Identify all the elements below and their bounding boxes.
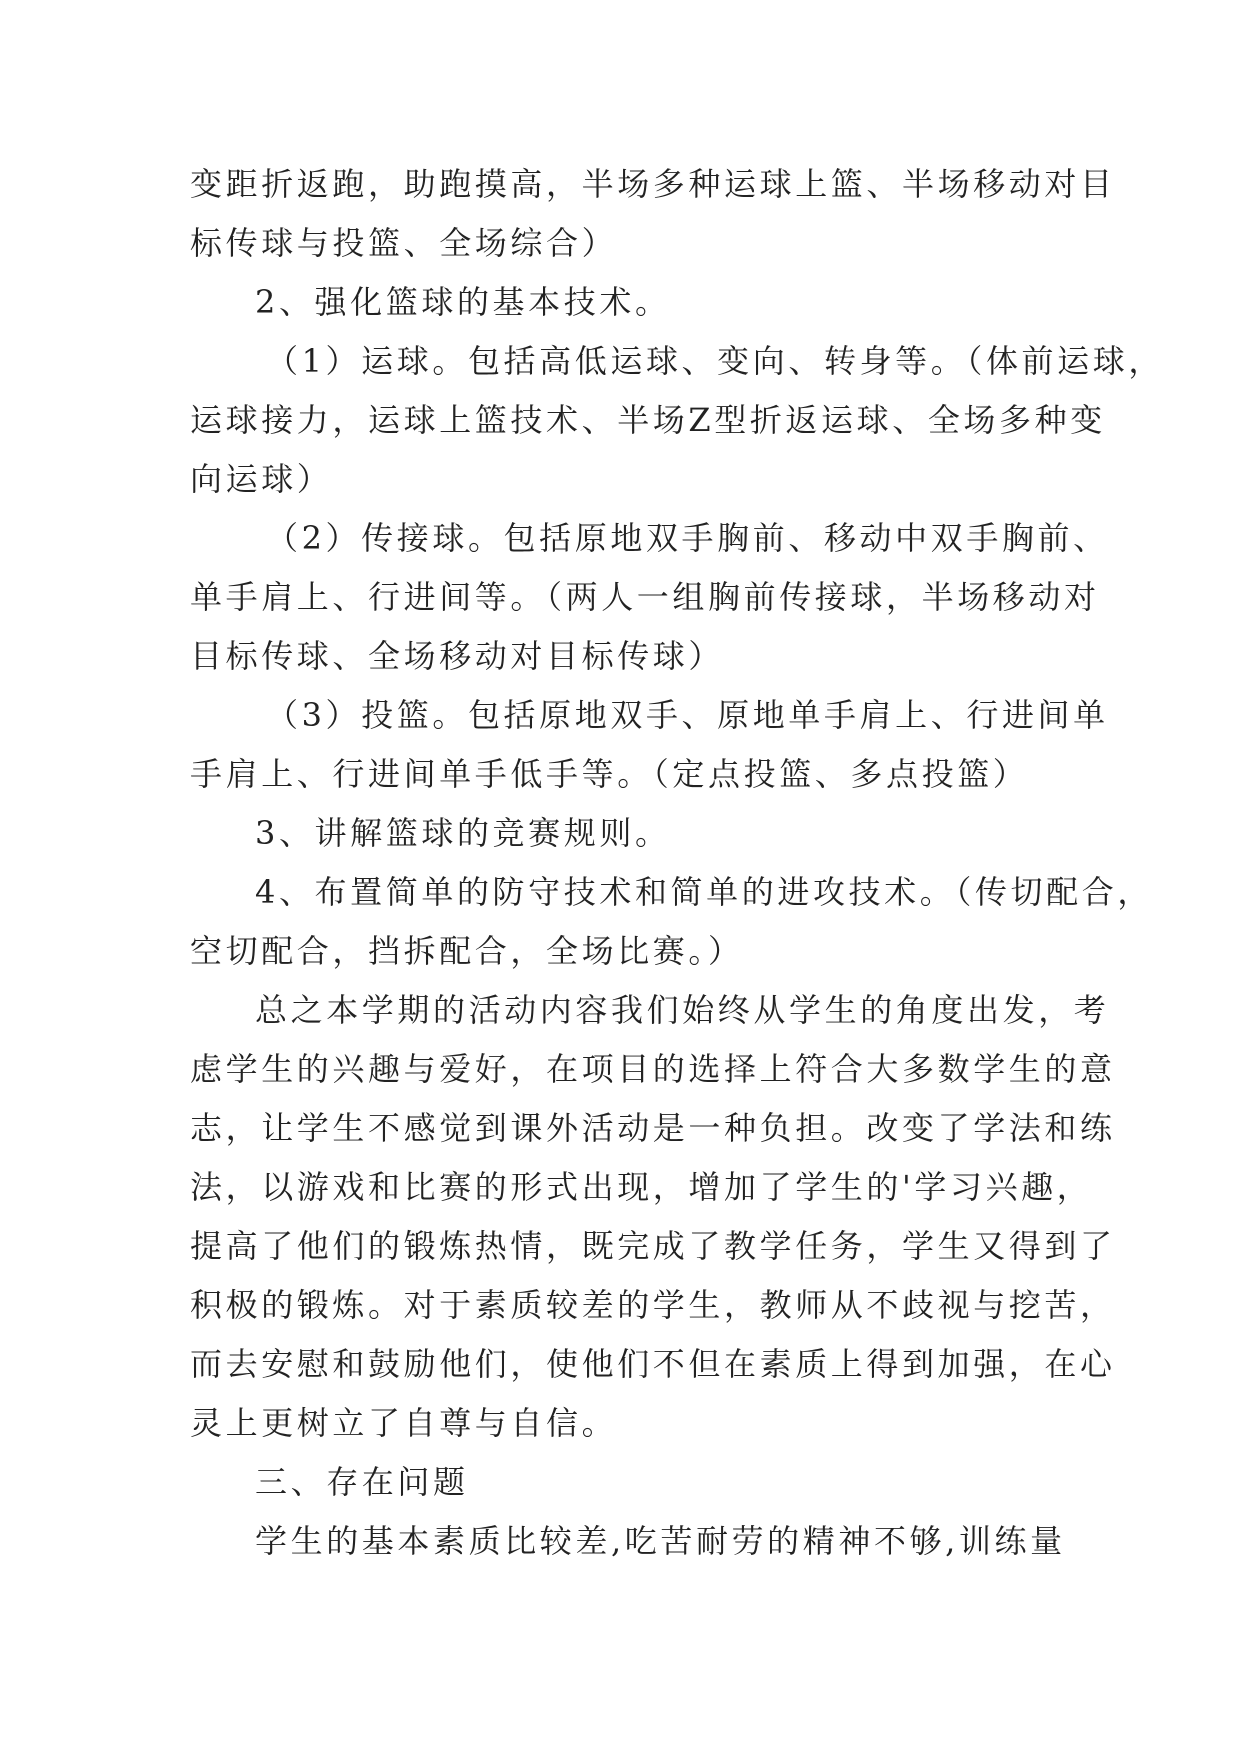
text-line: 虑学生的兴趣与爱好，在项目的选择上符合大多数学生的意	[190, 1050, 1116, 1088]
text-line: 变距折返跑，助跑摸高，半场多种运球上篮、半场移动对目	[190, 165, 1116, 203]
text-line: 志，让学生不感觉到课外活动是一种负担。改变了学法和练	[190, 1109, 1116, 1147]
text-line: 单手肩上、行进间等。（两人一组胸前传接球，半场移动对	[190, 578, 1100, 616]
text-line: （3）投篮。包括原地双手、原地单手肩上、行进间单	[266, 696, 1109, 734]
text-line: 3、讲解篮球的竞赛规则。	[255, 814, 671, 852]
text-line: 标传球与投篮、全场综合）	[190, 224, 618, 262]
text-line: 积极的锻炼。对于素质较差的学生，教师从不歧视与挖苦，	[190, 1286, 1116, 1324]
text-line: 向运球）	[190, 460, 333, 498]
text-line: （1）运球。包括高低运球、变向、转身等。（体前运球，	[266, 342, 1164, 380]
text-line: 学生的基本素质比较差,吃苦耐劳的精神不够,训练量	[255, 1522, 1066, 1560]
text-line: 法，以游戏和比赛的形式出现，增加了学生的'学习兴趣，	[190, 1168, 1093, 1206]
text-line: 而去安慰和鼓励他们，使他们不但在素质上得到加强，在心	[190, 1345, 1116, 1383]
text-line: 4、布置简单的防守技术和简单的进攻技术。（传切配合，	[255, 873, 1153, 911]
text-line: （2）传接球。包括原地双手胸前、移动中双手胸前、	[266, 519, 1109, 557]
text-line: 手肩上、行进间单手低手等。（定点投篮、多点投篮）	[190, 755, 1029, 793]
text-line: 空切配合，挡拆配合，全场比赛。）	[190, 932, 744, 970]
text-line: 总之本学期的活动内容我们始终从学生的角度出发，考	[255, 991, 1110, 1029]
text-line: 目标传球、全场移动对目标传球）	[190, 637, 725, 675]
text-line: 2、强化篮球的基本技术。	[255, 283, 671, 321]
section-heading: 三、存在问题	[255, 1463, 469, 1501]
text-line: 提高了他们的锻炼热情，既完成了教学任务，学生又得到了	[190, 1227, 1116, 1265]
text-line: 灵上更树立了自尊与自信。	[190, 1404, 618, 1442]
text-line: 运球接力，运球上篮技术、半场Z型折返运球、全场多种变	[190, 401, 1106, 439]
